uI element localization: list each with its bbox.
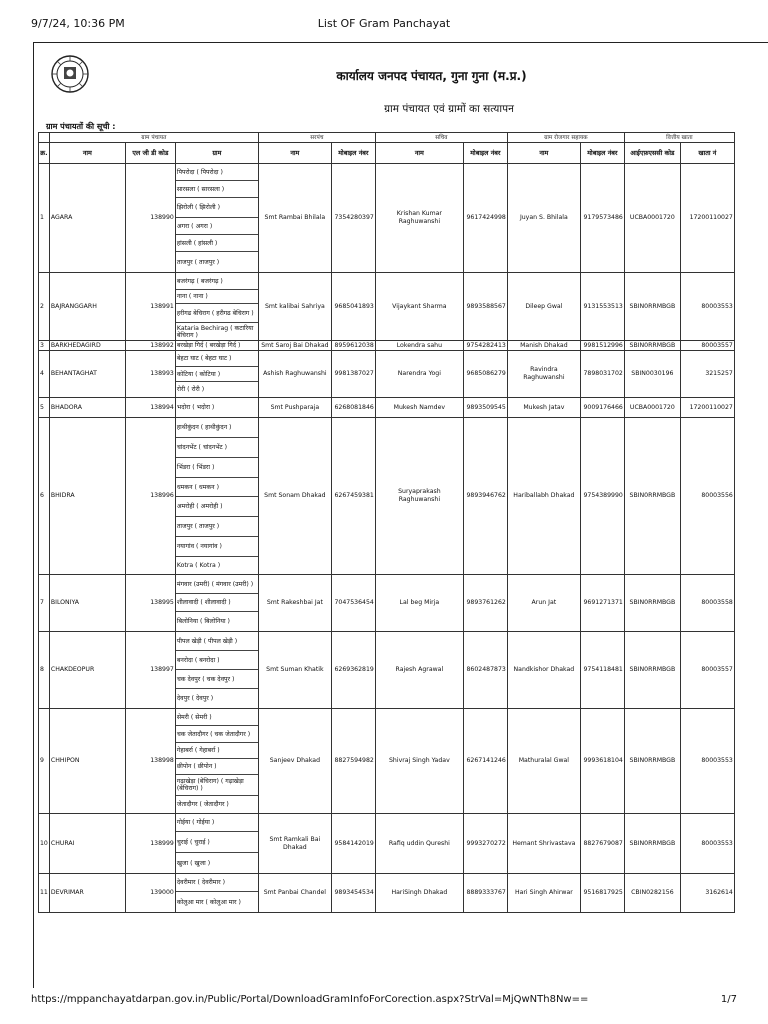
group-gram-panchayat: ग्राम पंचायत (49, 133, 258, 143)
row-sachiv-mobile: 9893946762 (463, 418, 507, 575)
row-ifsc: SBIN0RRMBGB (624, 418, 680, 575)
document-subtitle: ग्राम पंचायत एवं ग्रामों का सत्यापन (384, 103, 514, 115)
row-sachiv-name: Suryaprakash Raghuwanshi (375, 418, 463, 575)
row-villages (175, 273, 258, 341)
village-item: गेहाबर्रा ( गेहाबर्रा ) (176, 743, 258, 759)
row-villages (175, 632, 258, 709)
row-sachiv-name: Vijaykant Sharma (375, 273, 463, 341)
col-sachiv-mobile: मोबाइल नंबर (463, 143, 507, 164)
row-panchayat-name: BAJRANGGARH (49, 273, 125, 341)
village-item: चुराई ( चुराई ) (176, 832, 258, 853)
row-rozgar-mobile: 9981512996 (580, 341, 624, 351)
village-item: बेहटा घाट ( बेहटा घाट ) (176, 351, 258, 367)
village-item: ताजपुर ( ताजपुर ) (176, 258, 220, 266)
print-page-number: 1/7 (720, 994, 737, 1005)
row-rozgar-name: Nandkishor Dhakad (507, 632, 580, 709)
village-item: पीपल खेड़ी ( पीपल खेड़ी ) (176, 632, 258, 651)
row-sno: 2 (39, 273, 50, 341)
row-lgd-code: 138992 (125, 341, 175, 351)
row-panchayat-name: BILONIYA (49, 575, 125, 632)
row-account: 80003558 (680, 575, 734, 632)
row-sachiv-mobile: 6267141246 (463, 709, 507, 814)
row-lgd-code: 138993 (125, 351, 175, 398)
row-sno: 3 (39, 341, 50, 351)
row-sarpanch-name: Ashish Raghuwanshi (258, 351, 331, 398)
row-rozgar-name: Ravindra Raghuwanshi (507, 351, 580, 398)
row-rozgar-name: Hariballabh Dhakad (507, 418, 580, 575)
row-villages (175, 398, 258, 418)
village-item: कोलुआ मार ( कोलुआ मार ) (176, 898, 241, 906)
row-sachiv-name: Krishan Kumar Raghuwanshi (375, 164, 463, 273)
row-sachiv-name: Shivraj Singh Yadav (375, 709, 463, 814)
row-account: 17200110027 (680, 398, 734, 418)
village-item: बजरंगढ़ ( बजरंगढ़ ) (176, 273, 258, 290)
row-lgd-code: 138998 (125, 709, 175, 814)
village-item: ताजपुर ( ताजपुर ) (176, 517, 258, 537)
table-row (39, 418, 735, 575)
row-rozgar-mobile: 8827679087 (580, 814, 624, 874)
row-ifsc: SBIN0RRMBGB (624, 632, 680, 709)
row-sachiv-name: Lal beg Mirja (375, 575, 463, 632)
village-item: भिंडरा ( भिंडरा ) (176, 458, 258, 478)
row-rozgar-mobile: 9131553513 (580, 273, 624, 341)
group-sarpanch: सरपंच (258, 133, 375, 143)
village-item: भदोरा ( भदोरा ) (176, 404, 215, 411)
document-frame (33, 42, 768, 988)
village-item: हरीगढ बेचिराग ( हरीगढ बेचिराग ) (176, 304, 258, 323)
row-sarpanch-name: Sanjeev Dhakad (258, 709, 331, 814)
village-item: शीलावादी ( शीलावादी ) (176, 594, 258, 612)
row-rozgar-mobile: 9993618104 (580, 709, 624, 814)
village-item: Kotra ( Kotra ) (176, 562, 221, 569)
row-sno: 6 (39, 418, 50, 575)
col-account: खाता नं (680, 143, 734, 164)
row-lgd-code: 139000 (125, 874, 175, 913)
row-rozgar-name: Juyan S. Bhilala (507, 164, 580, 273)
col-gram: ग्राम (175, 143, 258, 164)
row-rozgar-name: Hari Singh Ahirwar (507, 874, 580, 913)
row-account: 17200110027 (680, 164, 734, 273)
row-sachiv-mobile: 9893761262 (463, 575, 507, 632)
table-row (39, 709, 735, 814)
village-item: बनरोदा ( बनरोदा ) (176, 651, 258, 670)
row-rozgar-mobile: 7898031702 (580, 351, 624, 398)
table-row (39, 814, 735, 874)
row-sno: 5 (39, 398, 50, 418)
village-item: सारसला ( सारसला ) (176, 181, 258, 198)
row-panchayat-name: CHHIPON (49, 709, 125, 814)
row-rozgar-name: Hemant Shrivastava (507, 814, 580, 874)
village-item: कोटिया ( कोटिया ) (176, 367, 258, 382)
row-sarpanch-name: Smt Panbai Chandel (258, 874, 331, 913)
row-account: 80003557 (680, 632, 734, 709)
row-panchayat-name: CHAKDEOPUR (49, 632, 125, 709)
gram-panchayat-table (38, 132, 735, 913)
row-sachiv-mobile: 9893588567 (463, 273, 507, 341)
row-sachiv-name: Rafiq uddin Qureshi (375, 814, 463, 874)
table-row (39, 351, 735, 398)
row-rozgar-name: Arun Jat (507, 575, 580, 632)
village-item: जेतादौगर ( जेतादौगर ) (176, 801, 229, 808)
row-sarpanch-mobile: 7047536454 (331, 575, 375, 632)
row-panchayat-name: BHIDRA (49, 418, 125, 575)
row-sarpanch-mobile: 6269362819 (331, 632, 375, 709)
row-sno: 9 (39, 709, 50, 814)
row-sarpanch-name: Smt kalibai Sahriya (258, 273, 331, 341)
row-account: 80003553 (680, 814, 734, 874)
column-header-row (39, 143, 735, 164)
row-sachiv-mobile: 9893509545 (463, 398, 507, 418)
row-sno: 7 (39, 575, 50, 632)
village-item: झिरोली ( झिरोली ) (176, 198, 258, 218)
row-sachiv-name: Rajesh Agrawal (375, 632, 463, 709)
row-villages (175, 709, 258, 814)
row-sachiv-name: HariSingh Dhakad (375, 874, 463, 913)
row-ifsc: UCBA0001720 (624, 164, 680, 273)
row-villages (175, 814, 258, 874)
row-account: 80003556 (680, 418, 734, 575)
village-item: देवरीमार ( देवरीमार ) (176, 874, 258, 892)
village-item: चांदनभेंट ( चांदनभेंट ) (176, 438, 258, 458)
row-sarpanch-name: Smt Rambai Bhilala (258, 164, 331, 273)
row-panchayat-name: BHADORA (49, 398, 125, 418)
row-sno: 11 (39, 874, 50, 913)
table-row (39, 575, 735, 632)
col-sarpanch-name: नाम (258, 143, 331, 164)
row-villages (175, 164, 258, 273)
row-rozgar-name: Manish Dhakad (507, 341, 580, 351)
row-account: 3215257 (680, 351, 734, 398)
row-rozgar-name: Mukesh Jatav (507, 398, 580, 418)
row-sarpanch-mobile: 9685041893 (331, 273, 375, 341)
row-sarpanch-name: Smt Rakeshbai Jat (258, 575, 331, 632)
table-row (39, 398, 735, 418)
col-sno: क्र. (39, 143, 50, 164)
print-url: https://mppanchayatdarpan.gov.in/Public/Portal/DownloadGramInfoForCorection.aspx?StrVal=MjQwNTh8Nw== (31, 994, 589, 1005)
row-sarpanch-mobile: 6267459381 (331, 418, 375, 575)
row-rozgar-mobile: 9516817925 (580, 874, 624, 913)
row-sarpanch-name: Smt Suman Khatik (258, 632, 331, 709)
row-rozgar-mobile: 9179573486 (580, 164, 624, 273)
col-rozgar-mobile: मोबाइल नंबर (580, 143, 624, 164)
row-rozgar-mobile: 9009176466 (580, 398, 624, 418)
row-villages (175, 418, 258, 575)
row-sachiv-mobile: 8602487873 (463, 632, 507, 709)
row-ifsc: SBIN0RRMBGB (624, 273, 680, 341)
row-account: 3162614 (680, 874, 734, 913)
col-sachiv-name: नाम (375, 143, 463, 164)
row-panchayat-name: BARKHEDAGIRD (49, 341, 125, 351)
row-ifsc: SBIN0030196 (624, 351, 680, 398)
row-sarpanch-mobile: 9584142019 (331, 814, 375, 874)
group-vittiya: वित्तीय खाता (624, 133, 734, 143)
row-lgd-code: 138995 (125, 575, 175, 632)
village-item: सेमरी ( सेमरी ) (176, 709, 258, 726)
group-rozgar: ग्राम रोजगार सहायक (507, 133, 624, 143)
row-sarpanch-name: Smt Sonam Dhakad (258, 418, 331, 575)
row-rozgar-name: Mathuralal Gwal (507, 709, 580, 814)
col-ifsc: आईएफ़एससी कोड (624, 143, 680, 164)
row-rozgar-name: Dileep Gwal (507, 273, 580, 341)
village-item: धमकन ( धमकन ) (176, 478, 258, 497)
list-label: ग्राम पंचायतों की सूची : (46, 122, 116, 131)
row-sno: 1 (39, 164, 50, 273)
row-account: 80003553 (680, 709, 734, 814)
group-header-row (39, 133, 735, 143)
village-item: मंगवार (उमरी) ( मंगवार (उमरी) ) (176, 575, 258, 594)
row-rozgar-mobile: 9691271371 (580, 575, 624, 632)
village-item: चक देवपुर ( चक देवपुर ) (176, 670, 258, 689)
village-item: बरखेड़ा गिर्द ( बरखेड़ा गिर्द ) (176, 342, 241, 349)
village-item: अमरोही ( अमरोही ) (176, 497, 258, 517)
row-sarpanch-mobile: 7354280397 (331, 164, 375, 273)
group-sachiv: सचिव (375, 133, 507, 143)
table-row (39, 632, 735, 709)
col-rozgar-name: नाम (507, 143, 580, 164)
office-title: कार्यालय जनपद पंचायत, गुना गुना (म.प्र.) (336, 69, 527, 83)
col-lgd: एल जी डी कोड (125, 143, 175, 164)
village-item: अगरा ( अगरा ) (176, 218, 258, 235)
village-item: छीपोन ( छीपोन ) (176, 759, 258, 775)
village-item: नाना ( नाना ) (176, 290, 258, 304)
row-panchayat-name: CHURAI (49, 814, 125, 874)
row-sachiv-mobile: 9617424998 (463, 164, 507, 273)
row-villages (175, 874, 258, 913)
row-ifsc: SBIN0RRMBGB (624, 341, 680, 351)
table-row (39, 164, 735, 273)
row-villages (175, 575, 258, 632)
col-name: नाम (49, 143, 125, 164)
village-item: देवपुर ( देवपुर ) (176, 695, 214, 702)
row-lgd-code: 138997 (125, 632, 175, 709)
village-item: खुजा ( खुजा ) (176, 859, 211, 867)
row-ifsc: CBIN0282156 (624, 874, 680, 913)
row-sachiv-name: Lokendra sahu (375, 341, 463, 351)
row-sno: 10 (39, 814, 50, 874)
row-rozgar-mobile: 9754389990 (580, 418, 624, 575)
row-lgd-code: 138990 (125, 164, 175, 273)
row-sachiv-name: Narendra Yogi (375, 351, 463, 398)
village-item: हांसली ( हांसली ) (176, 235, 258, 252)
row-sarpanch-mobile: 9981387027 (331, 351, 375, 398)
row-ifsc: SBIN0RRMBGB (624, 709, 680, 814)
row-lgd-code: 138996 (125, 418, 175, 575)
village-item: चक जेतादौगर ( चक जेतादौगर ) (176, 726, 258, 743)
print-page-title: List OF Gram Panchayat (317, 17, 451, 30)
row-lgd-code: 138994 (125, 398, 175, 418)
row-lgd-code: 138999 (125, 814, 175, 874)
row-sachiv-mobile: 9685086279 (463, 351, 507, 398)
row-villages (175, 341, 258, 351)
row-rozgar-mobile: 9754118481 (580, 632, 624, 709)
print-datetime: 9/7/24, 10:36 PM (31, 17, 125, 30)
row-panchayat-name: DEVRIMAR (49, 874, 125, 913)
village-item: पिपरोदा ( पिपरोदा ) (176, 164, 258, 181)
row-sno: 8 (39, 632, 50, 709)
row-lgd-code: 138991 (125, 273, 175, 341)
village-item: रोरी ( रोरी ) (176, 386, 205, 393)
row-account: 80003553 (680, 273, 734, 341)
row-sarpanch-name: Smt Pushparaja (258, 398, 331, 418)
table-row (39, 341, 735, 351)
row-ifsc: SBIN0RRMBGB (624, 814, 680, 874)
village-item: गोईया ( गोईया ) (176, 814, 258, 832)
col-sarpanch-mobile: मोबाइल नंबर (331, 143, 375, 164)
row-sachiv-name: Mukesh Namdev (375, 398, 463, 418)
village-item: Kataria Bechirag ( कटारिया बेचिराग ) (176, 324, 254, 339)
row-sno: 4 (39, 351, 50, 398)
table-row (39, 874, 735, 913)
row-sarpanch-name: Smt Ramkali Bai Dhakad (258, 814, 331, 874)
row-villages (175, 351, 258, 398)
row-sarpanch-mobile: 8827594982 (331, 709, 375, 814)
row-sarpanch-mobile: 6268081846 (331, 398, 375, 418)
row-ifsc: UCBA0001720 (624, 398, 680, 418)
row-sachiv-mobile: 8889333767 (463, 874, 507, 913)
village-item: नयागांव ( नयागांव ) (176, 537, 258, 557)
table-row (39, 273, 735, 341)
row-sachiv-mobile: 9754282413 (463, 341, 507, 351)
row-account: 80003557 (680, 341, 734, 351)
row-panchayat-name: BEHANTAGHAT (49, 351, 125, 398)
village-item: हाथीकुंदन ( हाथीकुंदन ) (176, 418, 258, 438)
village-item: गढ़ाखेड़ा (बेचिराग) ( गढ़ाखेड़ा (बेचिराग) ) (176, 775, 258, 796)
row-sarpanch-mobile: 8959612038 (331, 341, 375, 351)
row-ifsc: SBIN0RRMBGB (624, 575, 680, 632)
row-sachiv-mobile: 9993270272 (463, 814, 507, 874)
row-panchayat-name: AGARA (49, 164, 125, 273)
village-item: बिलोनिया ( बिलोनिया ) (176, 618, 230, 625)
row-sarpanch-name: Smt Saroj Bai Dhakad (258, 341, 331, 351)
row-sarpanch-mobile: 9893454534 (331, 874, 375, 913)
